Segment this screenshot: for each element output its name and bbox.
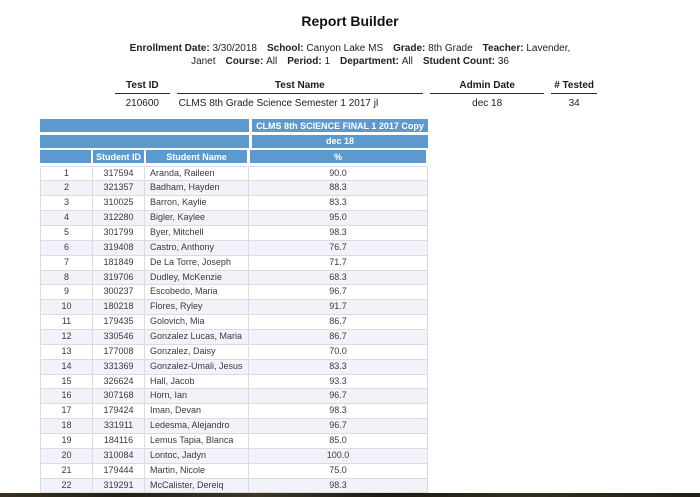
row-number-cell: 8 bbox=[40, 271, 93, 285]
student-name-cell: Martin, Nicole bbox=[145, 464, 249, 478]
test-name-value: CLMS 8th Grade Science Semester 1 2017 jl bbox=[178, 98, 379, 109]
score-cell: 76.7 bbox=[249, 241, 428, 255]
info-field: Department: All bbox=[340, 56, 413, 67]
row-number-cell: 11 bbox=[40, 315, 93, 329]
student-id-cell: 319408 bbox=[93, 241, 145, 255]
score-cell: 88.3 bbox=[249, 181, 428, 195]
row-number-cell: 19 bbox=[40, 434, 93, 448]
table-row bbox=[40, 330, 428, 345]
student-name-cell: Flores, Ryley bbox=[145, 300, 249, 314]
info-field: Period: 1 bbox=[287, 56, 331, 67]
info-line-2 bbox=[50, 55, 650, 68]
table-row bbox=[40, 404, 428, 419]
test-id-value: 210600 bbox=[125, 98, 159, 109]
score-cell: 98.3 bbox=[249, 226, 428, 240]
student-id-header-cell: Student ID bbox=[93, 150, 144, 163]
student-scores-table bbox=[40, 119, 428, 493]
score-cell: 91.7 bbox=[249, 300, 428, 314]
row-number-cell: 9 bbox=[40, 285, 93, 299]
assessment-title-row bbox=[40, 119, 428, 132]
table-row bbox=[40, 271, 428, 286]
student-id-cell: 319706 bbox=[93, 271, 145, 285]
num-tested-value: 34 bbox=[568, 98, 580, 109]
info-field: Enrollment Date: 3/30/2018 bbox=[129, 43, 257, 54]
score-cell: 83.3 bbox=[249, 196, 428, 210]
score-cell: 86.7 bbox=[249, 330, 428, 344]
score-cell: 71.7 bbox=[249, 256, 428, 270]
column-headers-row bbox=[40, 150, 428, 163]
student-id-cell: 310025 bbox=[93, 196, 145, 210]
student-name-cell: De La Torre, Joseph bbox=[145, 256, 249, 270]
student-name-cell: Bigler, Kaylee bbox=[145, 211, 249, 225]
admin-date-row bbox=[40, 135, 428, 148]
student-name-cell: Badham, Hayden bbox=[145, 181, 249, 195]
score-header-cell: % bbox=[250, 150, 426, 163]
test-summary-value-row bbox=[115, 94, 597, 109]
table-row bbox=[40, 434, 428, 449]
row-number-cell: 2 bbox=[40, 181, 93, 195]
table-row bbox=[40, 167, 428, 182]
admin-date-cell: dec 18 bbox=[252, 135, 428, 148]
test-summary-table bbox=[115, 80, 597, 109]
row-number-cell: 10 bbox=[40, 300, 93, 314]
info-field: Grade: 8th Grade bbox=[393, 43, 473, 54]
row-number-header-cell bbox=[40, 150, 91, 163]
test-summary-header-row bbox=[115, 80, 597, 94]
student-id-cell: 300237 bbox=[93, 285, 145, 299]
row-number-cell: 1 bbox=[40, 167, 93, 181]
test-id-header: Test ID bbox=[115, 80, 170, 94]
admin-date-header: Admin Date bbox=[430, 80, 544, 94]
student-id-cell: 310084 bbox=[93, 449, 145, 463]
student-name-cell: Dudley, McKenzie bbox=[145, 271, 249, 285]
student-id-cell: 179424 bbox=[93, 404, 145, 418]
table-row bbox=[40, 419, 428, 434]
row-number-cell: 7 bbox=[40, 256, 93, 270]
info-field: Student Count: 36 bbox=[422, 56, 509, 67]
score-cell: 90.0 bbox=[249, 167, 428, 181]
student-name-header-cell: Student Name bbox=[146, 150, 247, 163]
score-cell: 98.3 bbox=[249, 404, 428, 418]
student-name-cell: Escobedo, Maria bbox=[145, 285, 249, 299]
student-name-cell: Barron, Kaylie bbox=[145, 196, 249, 210]
table-row bbox=[40, 256, 428, 271]
score-cell: 96.7 bbox=[249, 285, 428, 299]
student-name-cell: Castro, Anthony bbox=[145, 241, 249, 255]
table-row bbox=[40, 360, 428, 375]
score-cell: 86.7 bbox=[249, 315, 428, 329]
student-name-cell: Horn, Ian bbox=[145, 389, 249, 403]
student-name-cell: Gonzalez, Daisy bbox=[145, 345, 249, 359]
student-id-cell: 326624 bbox=[93, 375, 145, 389]
header-spacer-cell bbox=[40, 135, 249, 148]
student-id-cell: 330546 bbox=[93, 330, 145, 344]
student-name-cell: Byer, Mitchell bbox=[145, 226, 249, 240]
student-id-cell: 181849 bbox=[93, 256, 145, 270]
rows-container bbox=[40, 166, 428, 494]
student-name-cell: Gonzalez Lucas, Maria bbox=[145, 330, 249, 344]
table-row bbox=[40, 211, 428, 226]
row-number-cell: 14 bbox=[40, 360, 93, 374]
student-id-cell: 331369 bbox=[93, 360, 145, 374]
score-cell: 98.3 bbox=[249, 479, 428, 493]
row-number-cell: 4 bbox=[40, 211, 93, 225]
info-field: School: Canyon Lake MS bbox=[266, 43, 384, 54]
score-cell: 96.7 bbox=[249, 389, 428, 403]
student-id-cell: 184116 bbox=[93, 434, 145, 448]
student-name-cell: Iman, Devan bbox=[145, 404, 249, 418]
student-id-cell: 180218 bbox=[93, 300, 145, 314]
info-line-1 bbox=[50, 42, 650, 55]
table-row bbox=[40, 389, 428, 404]
table-row bbox=[40, 449, 428, 464]
admin-date-value: dec 18 bbox=[472, 98, 503, 109]
student-name-cell: Ledesma, Alejandro bbox=[145, 419, 249, 433]
table-row bbox=[40, 285, 428, 300]
student-id-cell: 177008 bbox=[93, 345, 145, 359]
score-cell: 85.0 bbox=[249, 434, 428, 448]
student-id-cell: 331911 bbox=[93, 419, 145, 433]
student-id-cell: 319291 bbox=[93, 479, 145, 493]
student-name-cell: McCalister, Dereiq bbox=[145, 479, 249, 493]
info-field: Course: All bbox=[225, 56, 278, 67]
row-number-cell: 20 bbox=[40, 449, 93, 463]
row-number-cell: 5 bbox=[40, 226, 93, 240]
score-cell: 96.7 bbox=[249, 419, 428, 433]
test-name-header: Test Name bbox=[177, 80, 423, 94]
page-title: Report Builder bbox=[301, 13, 399, 29]
row-number-cell: 16 bbox=[40, 389, 93, 403]
info-field: Janet bbox=[191, 56, 216, 67]
row-number-cell: 18 bbox=[40, 419, 93, 433]
student-name-cell: Aranda, Raileen bbox=[145, 167, 249, 181]
table-row bbox=[40, 464, 428, 479]
student-name-cell: Hall, Jacob bbox=[145, 375, 249, 389]
student-id-cell: 312280 bbox=[93, 211, 145, 225]
table-row bbox=[40, 345, 428, 360]
row-number-cell: 12 bbox=[40, 330, 93, 344]
row-number-cell: 13 bbox=[40, 345, 93, 359]
header-spacer-cell bbox=[40, 119, 249, 132]
student-name-cell: Golovich, Mia bbox=[145, 315, 249, 329]
score-cell: 75.0 bbox=[249, 464, 428, 478]
table-row bbox=[40, 196, 428, 211]
screen-edge-bar bbox=[0, 493, 700, 497]
student-id-cell: 179435 bbox=[93, 315, 145, 329]
student-id-cell: 321357 bbox=[93, 181, 145, 195]
table-row bbox=[40, 315, 428, 330]
student-name-cell: Lontoc, Jadyn bbox=[145, 449, 249, 463]
assessment-title-cell: CLMS 8th SCIENCE FINAL 1 2017 Copy bbox=[252, 119, 428, 132]
table-row bbox=[40, 226, 428, 241]
row-number-cell: 17 bbox=[40, 404, 93, 418]
num-tested-header: # Tested bbox=[551, 80, 597, 94]
info-field: Teacher: Lavender, bbox=[482, 43, 571, 54]
student-id-cell: 301799 bbox=[93, 226, 145, 240]
row-number-cell: 22 bbox=[40, 479, 93, 493]
table-row bbox=[40, 181, 428, 196]
score-cell: 70.0 bbox=[249, 345, 428, 359]
student-id-cell: 317594 bbox=[93, 167, 145, 181]
table-row bbox=[40, 375, 428, 390]
student-id-cell: 307168 bbox=[93, 389, 145, 403]
student-name-cell: Lemus Tapia, Blanca bbox=[145, 434, 249, 448]
score-cell: 100.0 bbox=[249, 449, 428, 463]
table-row bbox=[40, 300, 428, 315]
table-row bbox=[40, 241, 428, 256]
table-row bbox=[40, 479, 428, 494]
student-id-cell: 179444 bbox=[93, 464, 145, 478]
row-number-cell: 21 bbox=[40, 464, 93, 478]
student-name-cell: Gonzalez-Umali, Jesus bbox=[145, 360, 249, 374]
score-cell: 95.0 bbox=[249, 211, 428, 225]
score-cell: 93.3 bbox=[249, 375, 428, 389]
row-number-cell: 15 bbox=[40, 375, 93, 389]
score-cell: 83.3 bbox=[249, 360, 428, 374]
enrollment-info bbox=[50, 42, 650, 68]
row-number-cell: 6 bbox=[40, 241, 93, 255]
score-cell: 68.3 bbox=[249, 271, 428, 285]
row-number-cell: 3 bbox=[40, 196, 93, 210]
